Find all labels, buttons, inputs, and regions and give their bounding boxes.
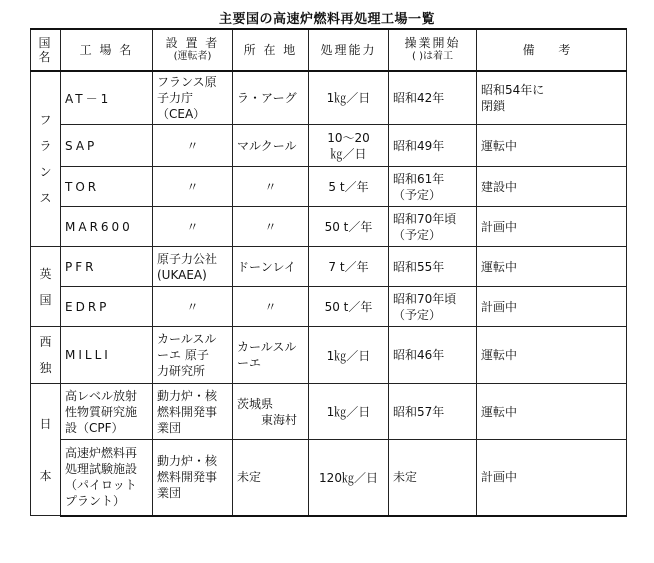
- plant-name: SAP: [61, 125, 153, 167]
- table-row: [31, 125, 627, 167]
- header-remarks: 備 考: [477, 29, 627, 71]
- header-location: 所 在 地: [233, 29, 309, 71]
- start-year: 昭和55年: [389, 247, 477, 287]
- operator: 動力炉・核 燃料開発事 業団: [153, 384, 233, 440]
- location: ラ・アーグ: [233, 71, 309, 125]
- table-row: [31, 327, 627, 384]
- location: 〃: [233, 287, 309, 327]
- start-year: 未定: [389, 440, 477, 516]
- plant-name: MAR600: [61, 207, 153, 247]
- plant-name: MILLI: [61, 327, 153, 384]
- table-row: [31, 287, 627, 327]
- country-uk: 英 国: [31, 247, 61, 327]
- plant-name: EDRP: [61, 287, 153, 327]
- table-row: [31, 71, 627, 125]
- operator: 〃: [153, 287, 233, 327]
- location: 茨城県 東海村: [233, 384, 309, 440]
- start-year: 昭和46年: [389, 327, 477, 384]
- header-plant: 工 場 名: [61, 29, 153, 71]
- header-start-main: 操業開始: [404, 36, 461, 50]
- capacity: 50 t／年: [309, 207, 389, 247]
- plant-name: TOR: [61, 167, 153, 207]
- header-start: [389, 29, 477, 71]
- start-year: 昭和57年: [389, 384, 477, 440]
- location: カールスル ーエ: [233, 327, 309, 384]
- location: マルクール: [233, 125, 309, 167]
- operator: 〃: [153, 167, 233, 207]
- remarks: 計画中: [477, 440, 627, 516]
- location: ドーンレイ: [233, 247, 309, 287]
- country-japan: 日 本: [31, 384, 61, 516]
- reprocessing-plants-table: [30, 28, 627, 517]
- remarks: 運転中: [477, 384, 627, 440]
- header-operator: [153, 29, 233, 71]
- capacity: 50 t／年: [309, 287, 389, 327]
- remarks: 計画中: [477, 207, 627, 247]
- start-year: 昭和70年頃 （予定）: [389, 287, 477, 327]
- header-operator-main: 設 置 者: [165, 36, 220, 50]
- page-title: 主要国の高速炉燃料再処理工場一覧: [218, 12, 435, 27]
- capacity: 1㎏／日: [309, 71, 389, 125]
- table-row: [31, 167, 627, 207]
- location: 〃: [233, 167, 309, 207]
- capacity: 10～20 ㎏／日: [309, 125, 389, 167]
- remarks: 建設中: [477, 167, 627, 207]
- plant-name: 高レベル放射 性物質研究施 設（CPF）: [61, 384, 153, 440]
- header-country: 国名: [31, 29, 61, 71]
- remarks: 昭和54年に 閉鎖: [477, 71, 627, 125]
- table-row: [31, 207, 627, 247]
- header-start-sub: ( )は着工: [412, 51, 453, 62]
- location: 〃: [233, 207, 309, 247]
- start-year: 昭和42年: [389, 71, 477, 125]
- start-year: 昭和70年頃 （予定）: [389, 207, 477, 247]
- table-header-row: [31, 29, 627, 71]
- operator: フランス原 子力庁 （CEA）: [153, 71, 233, 125]
- operator: 動力炉・核 燃料開発事 業団: [153, 440, 233, 516]
- operator: カールスル ーエ 原子 力研究所: [153, 327, 233, 384]
- header-capacity: 処理能力: [309, 29, 389, 71]
- table-row: [31, 440, 627, 516]
- capacity: 1㎏／日: [309, 327, 389, 384]
- capacity: 5 t／年: [309, 167, 389, 207]
- country-france: フ ラ ン ス: [31, 71, 61, 247]
- operator: 〃: [153, 125, 233, 167]
- plant-name: PFR: [61, 247, 153, 287]
- remarks: 運転中: [477, 247, 627, 287]
- start-year: 昭和61年 （予定）: [389, 167, 477, 207]
- table-row: [31, 247, 627, 287]
- operator: 〃: [153, 207, 233, 247]
- plant-name: AT－1: [61, 71, 153, 125]
- plant-name: 高速炉燃料再 処理試験施設 （パイロット プラント）: [61, 440, 153, 516]
- capacity: 120㎏／日: [309, 440, 389, 516]
- start-year: 昭和49年: [389, 125, 477, 167]
- capacity: 1㎏／日: [309, 384, 389, 440]
- operator: 原子力公社 (UKAEA): [153, 247, 233, 287]
- remarks: 計画中: [477, 287, 627, 327]
- remarks: 運転中: [477, 327, 627, 384]
- country-west-germany: 西 独: [31, 327, 61, 384]
- table-row: [31, 384, 627, 440]
- capacity: 7 t／年: [309, 247, 389, 287]
- header-operator-sub: (運転者): [173, 51, 212, 62]
- remarks: 運転中: [477, 125, 627, 167]
- location: 未定: [233, 440, 309, 516]
